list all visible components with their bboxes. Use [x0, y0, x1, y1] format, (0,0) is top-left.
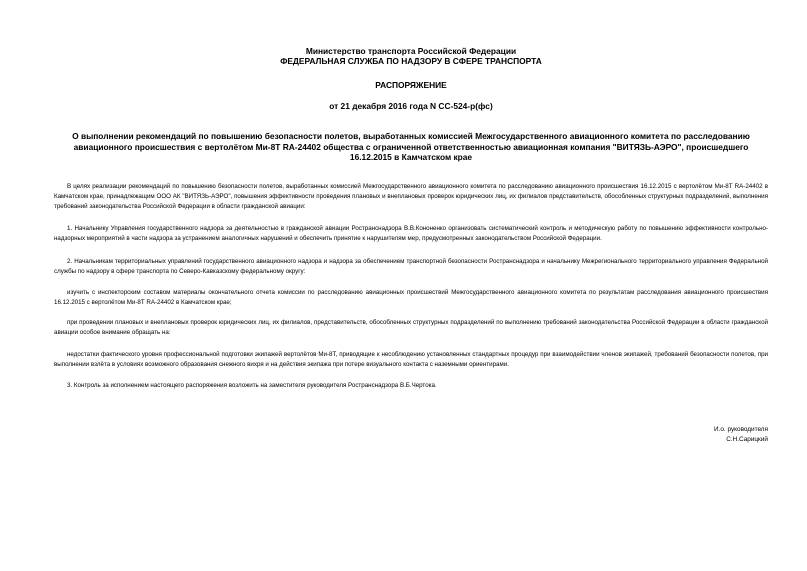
- paragraph-2-deficiencies: недостатки фактического уровня профессиональной подготовки экипажей вертолётов Ми-8Т, приводящие к несоблюдению установленных стандартных процедур при взаимодействии членов экипажей, требований безопасности полетов, при выполнении взлёта в условиях возможного образования снежного вихря и на действия экипажа при потере визуального контакта с наземными ориентирами.: [54, 351, 768, 368]
- paragraph-1: 1. Начальнику Управления государственного надзора за деятельностью в гражданской авиации Ространснадзора В.В.Кононенко организовать систематический контроль и методическую работу по повышению эффективности контрольно-надзорных мероприятий в части надзора за устранением аналогичных нарушений и обеспечить принятие к нарушителям мер, предусмотренных законодательством Российской Федерации.: [54, 225, 768, 242]
- document-page: [54, 0, 768, 571]
- signatory-name: С.Н.Сарицкий: [726, 436, 768, 443]
- preamble-paragraph: В целях реализации рекомендаций по повышению безопасности полетов, выработанных комиссией Межгосударственного авиационного комитета по расследованию авиационного происшествия 16.12.2015 с вертолётом Ми-8Т RA-24402 в Камчатском крае, принадлежащим ООО АК "ВИТЯЗЬ-АЭРО", повышения эффективности проведения плановых и внеплановых проверок юридических лиц, их филиалов представительств, обособленных структурных подразделений, выполнения требований законодательства Российской Федерации в области гражданской авиации:: [54, 183, 768, 210]
- document-date-number: от 21 декабря 2016 года N СС-524-р(фс): [329, 101, 493, 111]
- paragraph-2-study: изучить с инспекторским составом материалы окончательного отчета комиссии по расследованию авиационных происшествий Межгосударственного авиационного комитета по результатам расследования авиационного происшествия 16.12.2015 с вертолётом Ми-8Т RA-24402 в Камчатском крае;: [54, 289, 768, 306]
- document-title: О выполнении рекомендаций по повышению безопасности полетов, выработанных комиссией Межгосударственного авиационного комитета по расследованию авиационного происшествия с вертолётом Ми-8Т RA-24402 общества с ограниченной ответственностью авиационная компания "ВИТЯЗЬ-АЭРО", происшедшего 16.12.2015 в Камчатском крае: [72, 131, 750, 162]
- paragraph-2: 2. Начальникам территориальных управлений государственного авиационного надзора и надзора за обеспечением транспортной безопасности Ространснадзора и начальнику Межрегионального территориального управления Федеральной службы по надзору в сфере транспорта по Северо-Кавказскому федеральному округу:: [54, 258, 768, 275]
- ministry-name: Министерство транспорта Российской Федерации: [305, 46, 517, 56]
- document-type: РАСПОРЯЖЕНИЕ: [375, 80, 447, 90]
- service-name: ФЕДЕРАЛЬНАЯ СЛУЖБА ПО НАДЗОРУ В СФЕРЕ ТРАНСПОРТА: [280, 56, 542, 66]
- paragraph-2-inspections: при проведении плановых и внеплановых проверок юридических лиц, их филиалов, представительств, обособленных структурных подразделений по выполнению требований законодательства Российской Федерации в области гражданской авиации особое внимание обращать на:: [54, 319, 768, 336]
- paragraph-3: 3. Контроль за исполнением настоящего распоряжения возложить на заместителя руководителя Ространснадзора В.Б.Чертока.: [67, 382, 437, 389]
- signatory-position: И.о. руководителя: [714, 426, 768, 433]
